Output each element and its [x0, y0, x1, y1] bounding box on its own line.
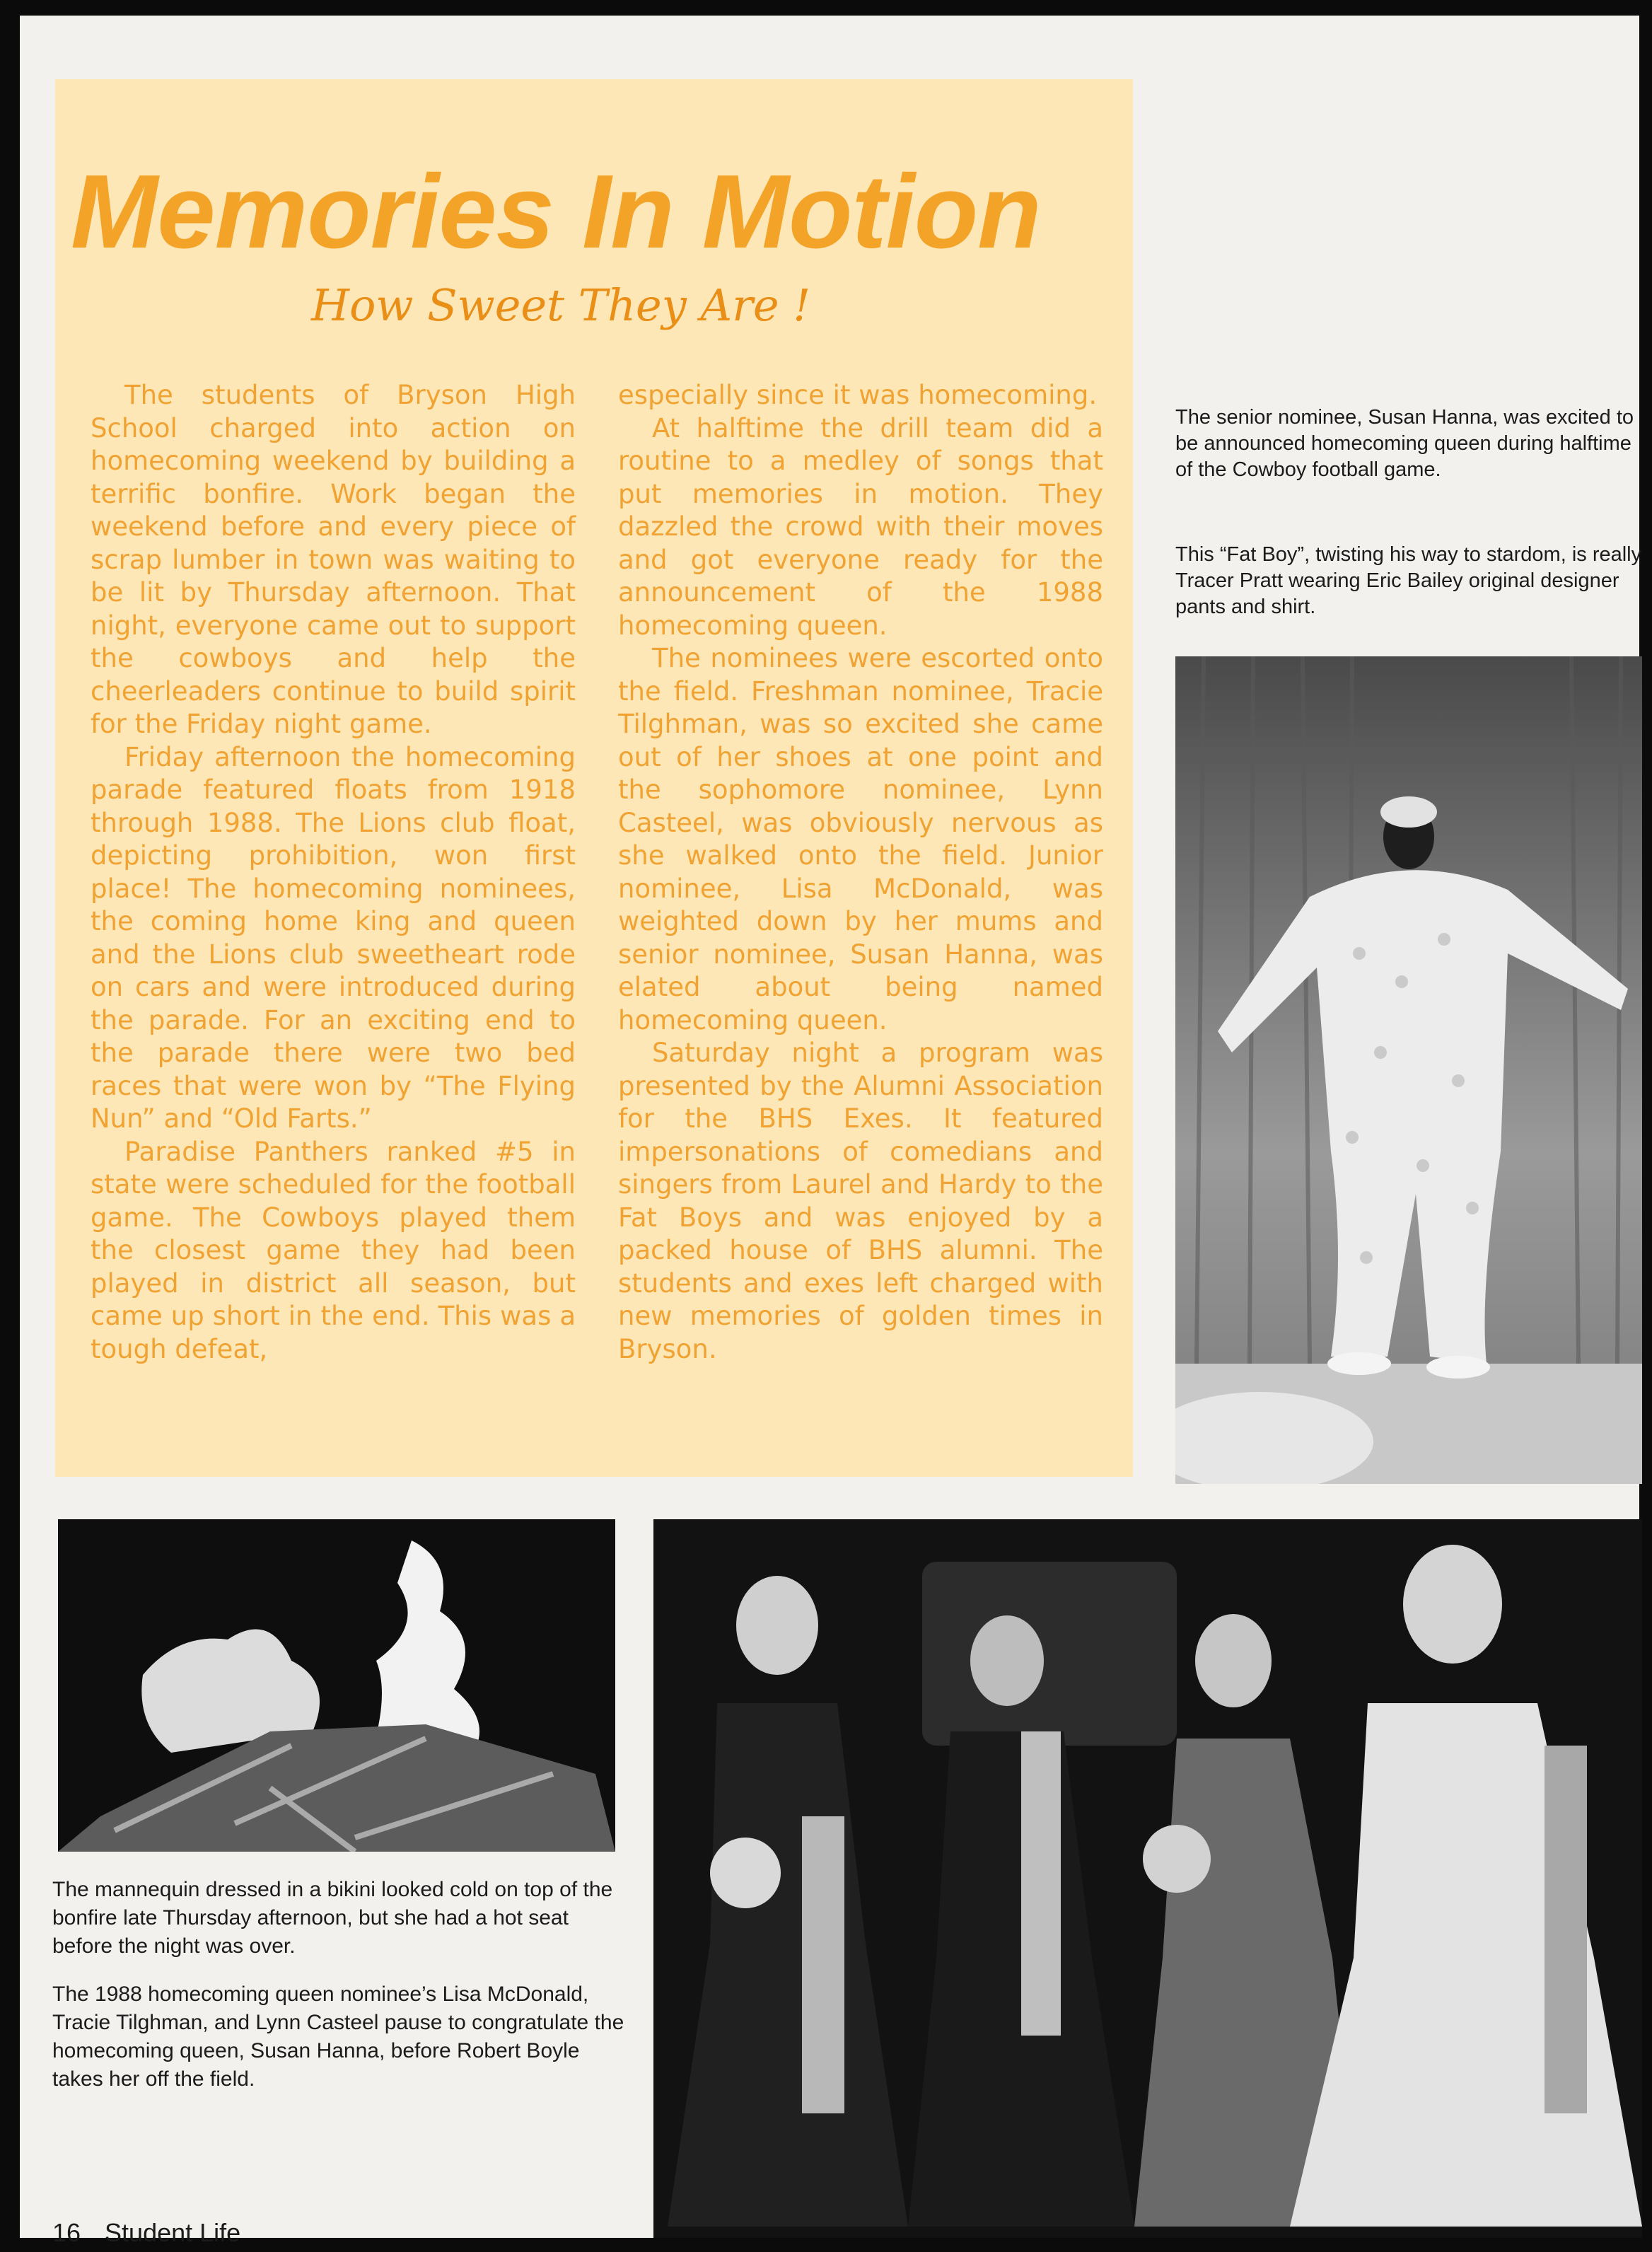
photo-homecoming-nominees — [653, 1519, 1642, 2238]
photo-bonfire — [58, 1519, 615, 1852]
article-column-1 — [91, 379, 576, 1366]
page-number: 16 — [52, 2218, 81, 2247]
article-paragraph: At halftime the drill team did a routine to a medley of songs that put memories in motion. They dazzled the crowd with their moves and got everyone ready for the announcement of the 1988 homecoming queen. — [618, 412, 1103, 641]
caption-bonfire: The mannequin dressed in a bikini looked cold on top of the bonfire late Thursday afternoon, but she had a hot seat before the night was over. — [52, 1878, 613, 1958]
article-paragraph: Paradise Panthers ranked #5 in state were scheduled for the football game. The Cowboys played them the closest game they had been played in district all season, but came up short in the end. This was a tough defeat, — [91, 1136, 576, 1364]
article-paragraph: Friday afternoon the homecoming parade featured floats from 1918 through 1988. The Lions club float, depicting prohibition, won first place! The homecoming nominees, the coming home king and queen and the Lions club sweetheart rode on cars and were introduced during the parade. For an exciting end to the parade there were two bed races that were won by “The Flying Nun” and “Old Farts.” — [91, 741, 576, 1134]
article-paragraph: The nominees were escorted onto the field. Freshman nominee, Tracie Tilghman, was so excited she came out of her shoes at one point and the sophomore nominee, Lynn Casteel, was obviously nervous as she walked onto the field. Junior nominee, Lisa McDonald, was weighted down by her mums and senior nominee, Susan Hanna, was elated about being named homecoming queen. — [618, 643, 1103, 1035]
photo-fat-boy-stage — [1175, 656, 1642, 1484]
article-column-2 — [618, 379, 1103, 1366]
caption-nominees: The 1988 homecoming queen nominee’s Lisa McDonald, Tracie Tilghman, and Lynn Casteel pause to congratulate the homecoming queen, Susan Hanna, before Robert Boyle takes her off the field. — [52, 1983, 624, 2091]
article-paragraph: Saturday night a program was presented by the Alumni Association for the BHS Exes. It featured impersonations of comedians and singers from Laurel and Hardy to the Fat Boys and was enjoyed by a packed house of BHS alumni. The students and exes left charged with new memories of golden times in Bryson. — [618, 1038, 1103, 1364]
article-paragraph: especially since it was homecoming. — [618, 380, 1098, 410]
caption-senior-nominee: The senior nominee, Susan Hanna, was excited to be announced homecoming queen during halftime of the Cowboy football game. — [1175, 406, 1634, 481]
page-folio — [52, 2218, 240, 2248]
caption-fat-boy: This “Fat Boy”, twisting his way to stardom, is really Tracer Pratt wearing Eric Bailey original designer pants and shirt. — [1175, 543, 1642, 618]
page-title: Memories In Motion — [71, 153, 1041, 270]
section-name: Student Life — [105, 2218, 241, 2247]
article-paragraph: The students of Bryson High School charged into action on homecoming weekend by building a terrific bonfire. Work began the weekend before and every piece of scrap lumber in town was waiting to be lit by Thursday afternoon. That night, everyone came out to support the cowboys and help the cheerleaders continue to build spirit for the Friday night game. — [91, 380, 576, 739]
page-subtitle: How Sweet They Are ! — [311, 279, 811, 331]
